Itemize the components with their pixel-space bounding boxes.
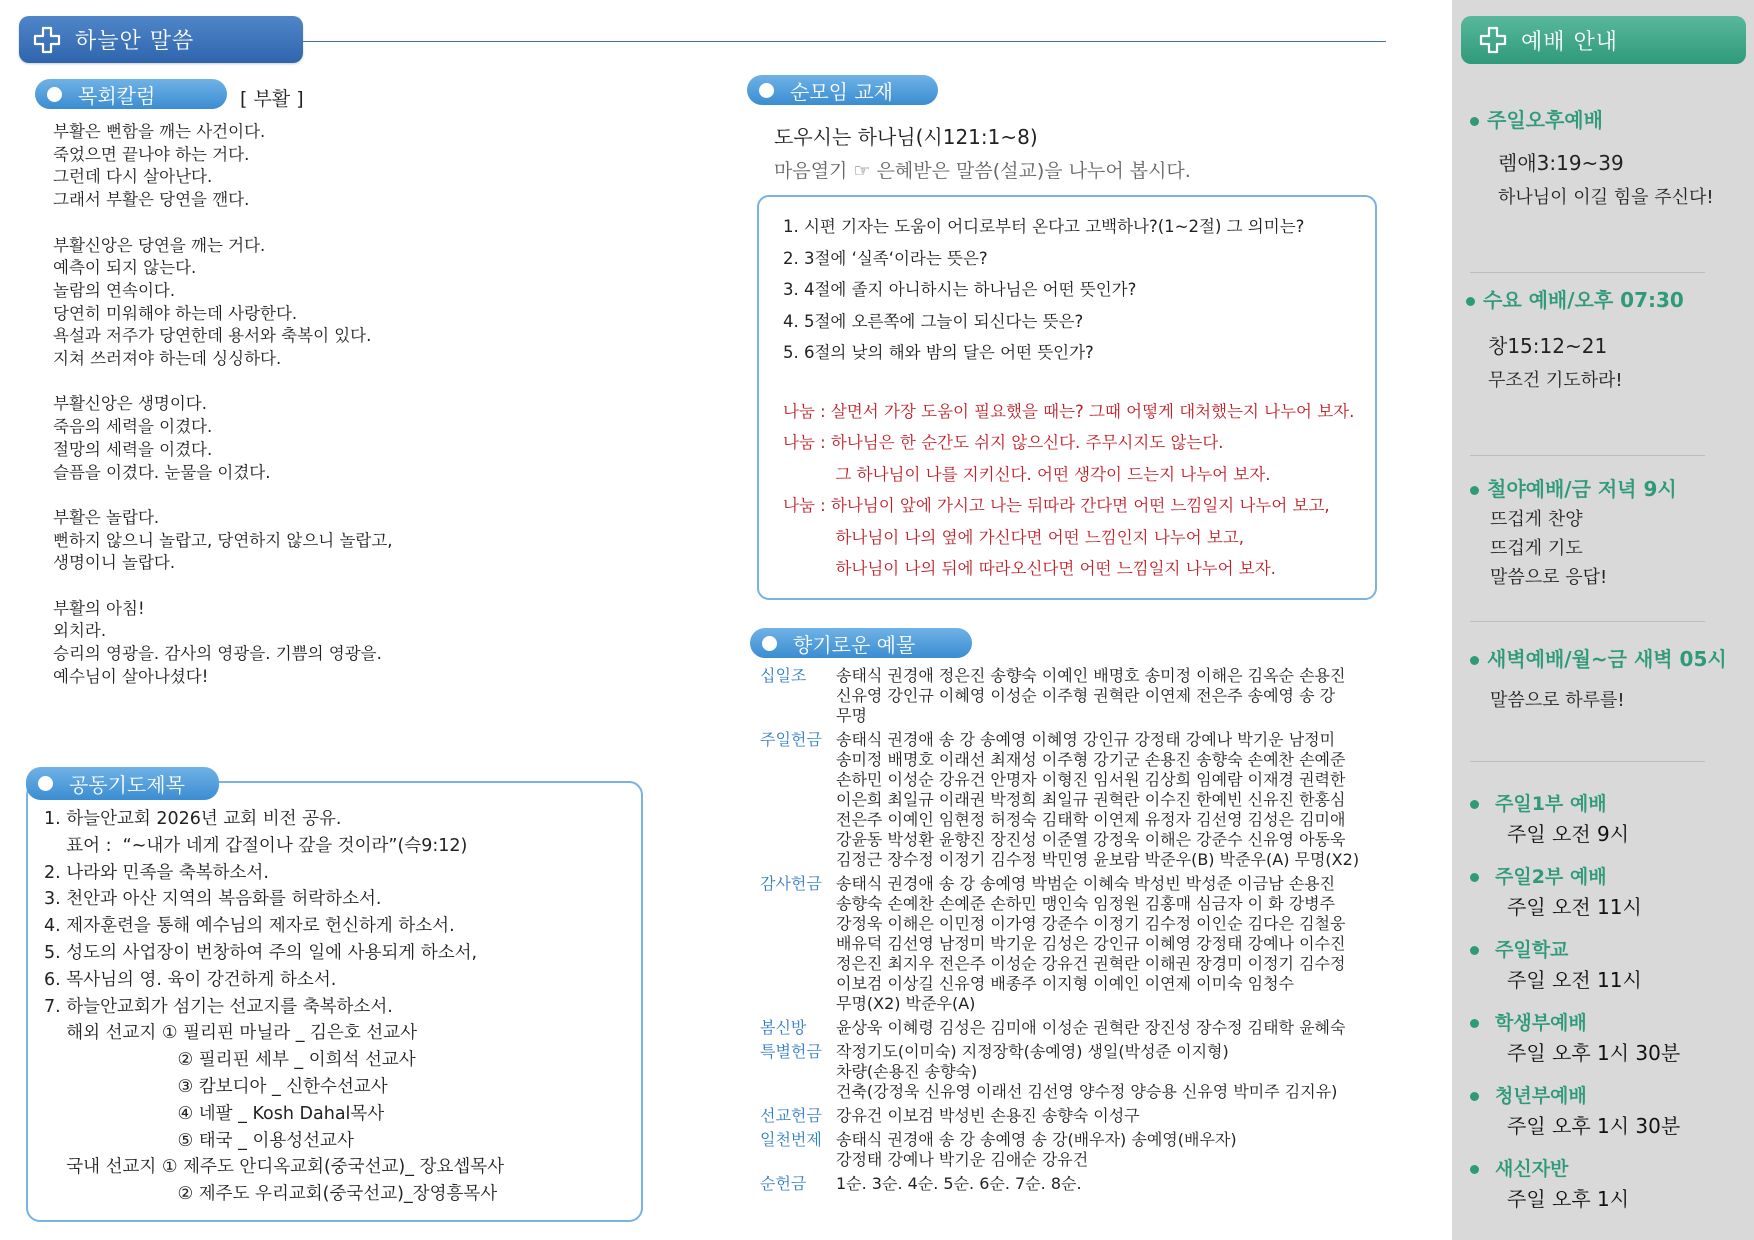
sharing-line: 나눔 : 하나님이 앞에 가시고 나는 뒤따라 간다면 어떤 느낌일지 나누어 보고, xyxy=(783,496,1330,516)
offering-names: 윤상욱 이혜령 김성은 김미애 이성순 권혁란 장진성 장수정 김태학 윤혜숙 xyxy=(836,1018,1346,1037)
prayer-item: ② 제주도 우리교회(중국선교)_장영흥목사 xyxy=(44,1184,498,1205)
bullet-icon xyxy=(1466,297,1475,306)
schedule-time: 주일 오전 11시 xyxy=(1507,968,1642,992)
sharing-line: 그 하나님이 나를 지키신다. 어떤 생각이 드는지 나누어 보자. xyxy=(783,464,1271,484)
column-line: 예수님이 살아나셨다! xyxy=(53,666,209,686)
offering-names: 송태식 권경애 송 강 송예영 박범순 이혜숙 박성빈 박성준 이금남 손용진 송향숙 손예찬 손예준 손하민 맹인숙 임정원 김홍매 심금자 이 화 강병주 강정욱 이해은 이민정 이가영 강준수 이정기 김수정 이인순 김다은 김철웅 배유덕 김선영 남정미 박기운 김성은 강인규 이혜영 강정태 강예나 이수진 정은진 최지우 전은주 이성순 강유건 권혁란 이해권 장경미 이정기 김수정 이보검 이상길 신유영 배종주 이지형 이예인 이연제 이미숙 임청수 무명(X2) 박준우(A) xyxy=(836,874,1346,1013)
prayer-item: ② 필리핀 세부 _ 이희석 선교사 xyxy=(44,1050,416,1071)
divider xyxy=(1470,761,1705,762)
prayer-item: 5. 성도의 사업장이 번창하여 주의 일에 사용되게 하소서, xyxy=(44,942,478,963)
offering-category: 봄신방 xyxy=(760,1018,807,1037)
schedule-name: 주일학교 xyxy=(1470,935,1568,962)
bullet-icon xyxy=(1470,800,1479,809)
column-line: 승리의 영광을. 감사의 영광을. 기쁨의 영광을. xyxy=(53,644,382,664)
service-line: 말씀으로 응답! xyxy=(1490,567,1608,588)
column-line: 죽었으면 끝나야 하는 거다. xyxy=(53,144,250,164)
study-questions xyxy=(783,211,1304,369)
service-heading: 수요 예배/오후 07:30 xyxy=(1466,284,1684,313)
column-line: 부활신앙은 생명이다. xyxy=(53,394,207,414)
schedule-name: 새신자반 xyxy=(1470,1154,1568,1181)
column-line: 그래서 부활은 당연을 깬다. xyxy=(53,190,250,210)
column-line: 그런데 다시 살아난다. xyxy=(53,167,213,187)
study-question: 4. 5절에 오른쪽에 그늘이 되신다는 뜻은? xyxy=(783,311,1084,331)
prayer-list xyxy=(44,806,644,1208)
prayer-item: ③ 캄보디아 _ 신한수선교사 xyxy=(44,1076,388,1097)
offering-category: 순헌금 xyxy=(760,1174,807,1193)
column-line: 부활은 뻔함을 깨는 사건이다. xyxy=(53,122,266,141)
offering-names: 강유건 이보검 박성빈 손용진 송향숙 이성구 xyxy=(836,1106,1140,1125)
prayer-item: 해외 선교지 ① 필리핀 마닐라 _ 김은호 선교사 xyxy=(44,1023,418,1044)
divider xyxy=(1470,621,1705,622)
offering-category: 선교헌금 xyxy=(760,1106,822,1125)
offering-row xyxy=(760,874,1390,1014)
bullet-icon xyxy=(47,87,62,102)
column-line: 당연히 미워해야 하는데 사랑한다. xyxy=(53,303,298,323)
offering-category: 일천번제 xyxy=(760,1130,822,1149)
study-title: 도우시는 하나님(시121:1~8) xyxy=(774,125,1038,149)
prayer-pill xyxy=(26,767,219,800)
prayer-item: 국내 선교지 ① 제주도 안디옥교회(중국선교)_ 장요셉목사 xyxy=(44,1157,505,1178)
service-message: 하나님이 이길 힘을 주신다! xyxy=(1498,187,1714,208)
main-header xyxy=(19,16,303,63)
bullet-icon xyxy=(1470,946,1479,955)
prayer-item: 7. 하늘안교회가 섬기는 선교지를 축복하소서. xyxy=(44,996,393,1017)
offering-category: 감사헌금 xyxy=(760,874,822,893)
bullet-icon xyxy=(1470,873,1479,882)
schedule-time: 주일 오전 9시 xyxy=(1507,822,1630,846)
schedule-time: 주일 오후 1시 30분 xyxy=(1507,1114,1681,1138)
column-line: 놀람의 연속이다. xyxy=(53,280,176,300)
sharing-line: 하나님이 나의 뒤에 따라오신다면 어떤 느낌일지 나누어 보자. xyxy=(783,559,1276,579)
offering-row xyxy=(760,666,1390,726)
worship-title: 예배 안내 xyxy=(1521,29,1619,55)
page-title: 하늘안 말씀 xyxy=(75,29,195,54)
column-paragraph xyxy=(53,121,673,212)
column-paragraph xyxy=(53,235,673,371)
schedule-time: 주일 오후 1시 30분 xyxy=(1507,1041,1681,1065)
bullet-icon xyxy=(762,636,777,651)
service-scripture: 렘애3:19~39 xyxy=(1498,151,1624,175)
schedule-time: 주일 오전 11시 xyxy=(1507,895,1642,919)
offering-list xyxy=(760,666,1390,1198)
column-line: 절망의 세력을 이겼다. xyxy=(53,439,213,459)
offering-category: 십일조 xyxy=(760,666,807,685)
service-message: 무조건 기도하라! xyxy=(1488,370,1623,391)
offering-names: 송태식 권경애 송 강 송예영 이혜영 강인규 강정태 강예나 박기운 남정미 송미정 배명호 이래선 최재성 이주형 강기군 손용진 송향숙 손예찬 손예준 손하민 이성순 강유건 안명자 이형진 임서원 김상희 임예람 이재경 권력한 이은희 최일규 이래권 박정희 최일규 권혁란 이수진 한예빈 신유진 한홍심 전은주 이예인 임현정 허정숙 김태학 이연제 유정자 김선영 김성은 김미애 강윤동 박성환 윤향진 장진성 이준열 강정욱 이해은 강준수 신유영 아동욱 김정근 장수정 이정기 김수정 박민영 윤보람 박준우(B) 박준우(A) 무명(X2) xyxy=(836,730,1360,869)
offering-names: 송태식 권경애 정은진 송향숙 이예인 배명호 송미정 이해은 김옥순 손용진 신유영 강인규 이혜영 이성순 이주형 권혁란 이연제 전은주 송예영 송 강 무명 xyxy=(836,666,1346,725)
schedule-name: 주일2부 예배 xyxy=(1470,862,1607,889)
prayer-item: 4. 제자훈련을 통해 예수님의 제자로 헌신하게 하소서. xyxy=(44,916,455,937)
bullet-icon xyxy=(38,776,53,791)
study-pill xyxy=(747,75,938,105)
prayer-item: 6. 목사님의 영. 육이 강건하게 하소서. xyxy=(44,969,337,990)
column-line: 예측이 되지 않는다. xyxy=(53,258,197,278)
offering-pill xyxy=(750,628,972,658)
study-question: 1. 시편 기자는 도움이 어디로부터 온다고 고백하나?(1~2절) 그 의미는? xyxy=(783,217,1305,236)
column-topic: [ 부활 ] xyxy=(240,88,304,110)
column-body xyxy=(53,121,673,711)
offering-pill-label: 향기로운 예물 xyxy=(793,632,916,657)
offering-names: 작정기도(이미숙) 지정장학(송예영) 생일(박성준 이지형) 차량(손용진 송향숙) 건축(강정욱 신유영 이래선 김선영 양수정 양승용 신유영 박미주 김지유) xyxy=(836,1042,1338,1101)
worship-header xyxy=(1461,16,1746,64)
offering-category: 특별헌금 xyxy=(760,1042,822,1061)
column-line: 지쳐 쓰러져야 하는데 싱싱하다. xyxy=(53,349,282,369)
header-divider xyxy=(303,41,1386,42)
study-sharing xyxy=(783,396,1354,584)
service-line: 뜨겁게 찬양 xyxy=(1490,509,1583,530)
prayer-pill-label: 공동기도제목 xyxy=(69,773,185,797)
service-heading: 주일오후예배 xyxy=(1470,104,1603,133)
column-line: 부활은 놀랍다. xyxy=(53,507,160,527)
offering-names: 1순. 3순. 4순. 5순. 6순. 7순. 8순. xyxy=(836,1174,1082,1193)
service-heading: 철야예배/금 저녁 9시 xyxy=(1470,473,1677,502)
cross-icon xyxy=(33,26,61,54)
service-line: 뜨겁게 기도 xyxy=(1490,538,1583,559)
bullet-icon xyxy=(1470,1092,1479,1101)
prayer-item: 1. 하늘안교회 2026년 교회 비전 공유. xyxy=(44,809,342,829)
offering-row xyxy=(760,730,1390,870)
study-question: 5. 6절의 낮의 해와 밤의 달은 어떤 뜻인가? xyxy=(783,343,1094,362)
column-pill xyxy=(35,79,227,109)
sharing-line: 나눔 : 하나님은 한 순간도 쉬지 않으신다. 주무시지도 않는다. xyxy=(783,433,1224,453)
offering-row xyxy=(760,1042,1390,1102)
column-line: 부활신앙은 당연을 깨는 거다. xyxy=(53,235,266,255)
service-scripture: 창15:12~21 xyxy=(1488,334,1608,358)
column-line: 죽음의 세력을 이겼다. xyxy=(53,417,213,437)
offering-row xyxy=(760,1130,1390,1170)
bullet-icon xyxy=(1470,486,1479,495)
study-question: 3. 4절에 졸지 아니하시는 하나님은 어떤 뜻인가? xyxy=(783,280,1137,299)
prayer-item: 표어 : “~내가 네게 갑절이나 갚을 것이라”(슥9:12) xyxy=(44,835,468,856)
divider xyxy=(1470,272,1705,273)
prayer-item: ⑤ 태국 _ 이용성선교사 xyxy=(44,1130,354,1151)
column-paragraph xyxy=(53,507,673,575)
schedule-name: 학생부예배 xyxy=(1470,1008,1587,1035)
cross-icon xyxy=(1479,26,1507,54)
schedule-time: 주일 오후 1시 xyxy=(1507,1187,1630,1211)
offering-row xyxy=(760,1018,1390,1038)
prayer-item: 3. 천안과 아산 지역의 복음화를 허락하소서. xyxy=(44,889,382,910)
bullet-icon xyxy=(1470,1165,1479,1174)
prayer-item: ④ 네팔 _ Kosh Dahal목사 xyxy=(44,1103,385,1124)
study-question: 2. 3절에 ‘실족‘이라는 뜻은? xyxy=(783,248,988,268)
sharing-line: 나눔 : 살면서 가장 도움이 필요했을 때는? 그때 어떻게 대처했는지 나누어 보자. xyxy=(783,402,1355,421)
column-line: 욕설과 저주가 당연한데 용서와 축복이 있다. xyxy=(53,326,372,346)
bullet-icon xyxy=(1470,656,1479,665)
offering-names: 송태식 권경애 송 강 송예영 송 강(배우자) 송예영(배우자) 강정태 강예나 박기운 김애순 강유건 xyxy=(836,1130,1237,1169)
offering-row xyxy=(760,1174,1390,1194)
column-line: 뻔하지 않으니 놀랍고, 당연하지 않으니 놀랍고, xyxy=(53,530,393,550)
column-pill-label: 목회칼럼 xyxy=(78,83,156,108)
bullet-icon xyxy=(759,83,774,98)
column-line: 부활의 아침! xyxy=(53,598,145,618)
prayer-item: 2. 나라와 민족을 축복하소서. xyxy=(44,862,269,883)
column-paragraph xyxy=(53,393,673,484)
schedule-name: 청년부예배 xyxy=(1470,1081,1587,1108)
study-subtitle: 마음열기 ☞ 은혜받은 말씀(설교)을 나누어 봅시다. xyxy=(774,160,1191,182)
service-line: 말씀으로 하루를! xyxy=(1490,690,1625,711)
bullet-icon xyxy=(1470,1019,1479,1028)
column-line: 슬픔을 이겼다. 눈물을 이겼다. xyxy=(53,462,271,482)
sharing-line: 하나님이 나의 옆에 가신다면 어떤 느낌인지 나누어 보고, xyxy=(783,527,1245,547)
divider xyxy=(1470,455,1705,456)
offering-row xyxy=(760,1106,1390,1126)
study-pill-label: 순모임 교재 xyxy=(790,79,893,104)
offering-category: 주일헌금 xyxy=(760,730,822,749)
service-heading: 새벽예배/월~금 새벽 05시 xyxy=(1470,643,1727,672)
column-line: 외치라. xyxy=(53,621,107,641)
column-line: 생명이니 놀랍다. xyxy=(53,553,176,573)
schedule-name: 주일1부 예배 xyxy=(1470,789,1607,816)
column-paragraph xyxy=(53,598,673,689)
bullet-icon xyxy=(1470,117,1479,126)
